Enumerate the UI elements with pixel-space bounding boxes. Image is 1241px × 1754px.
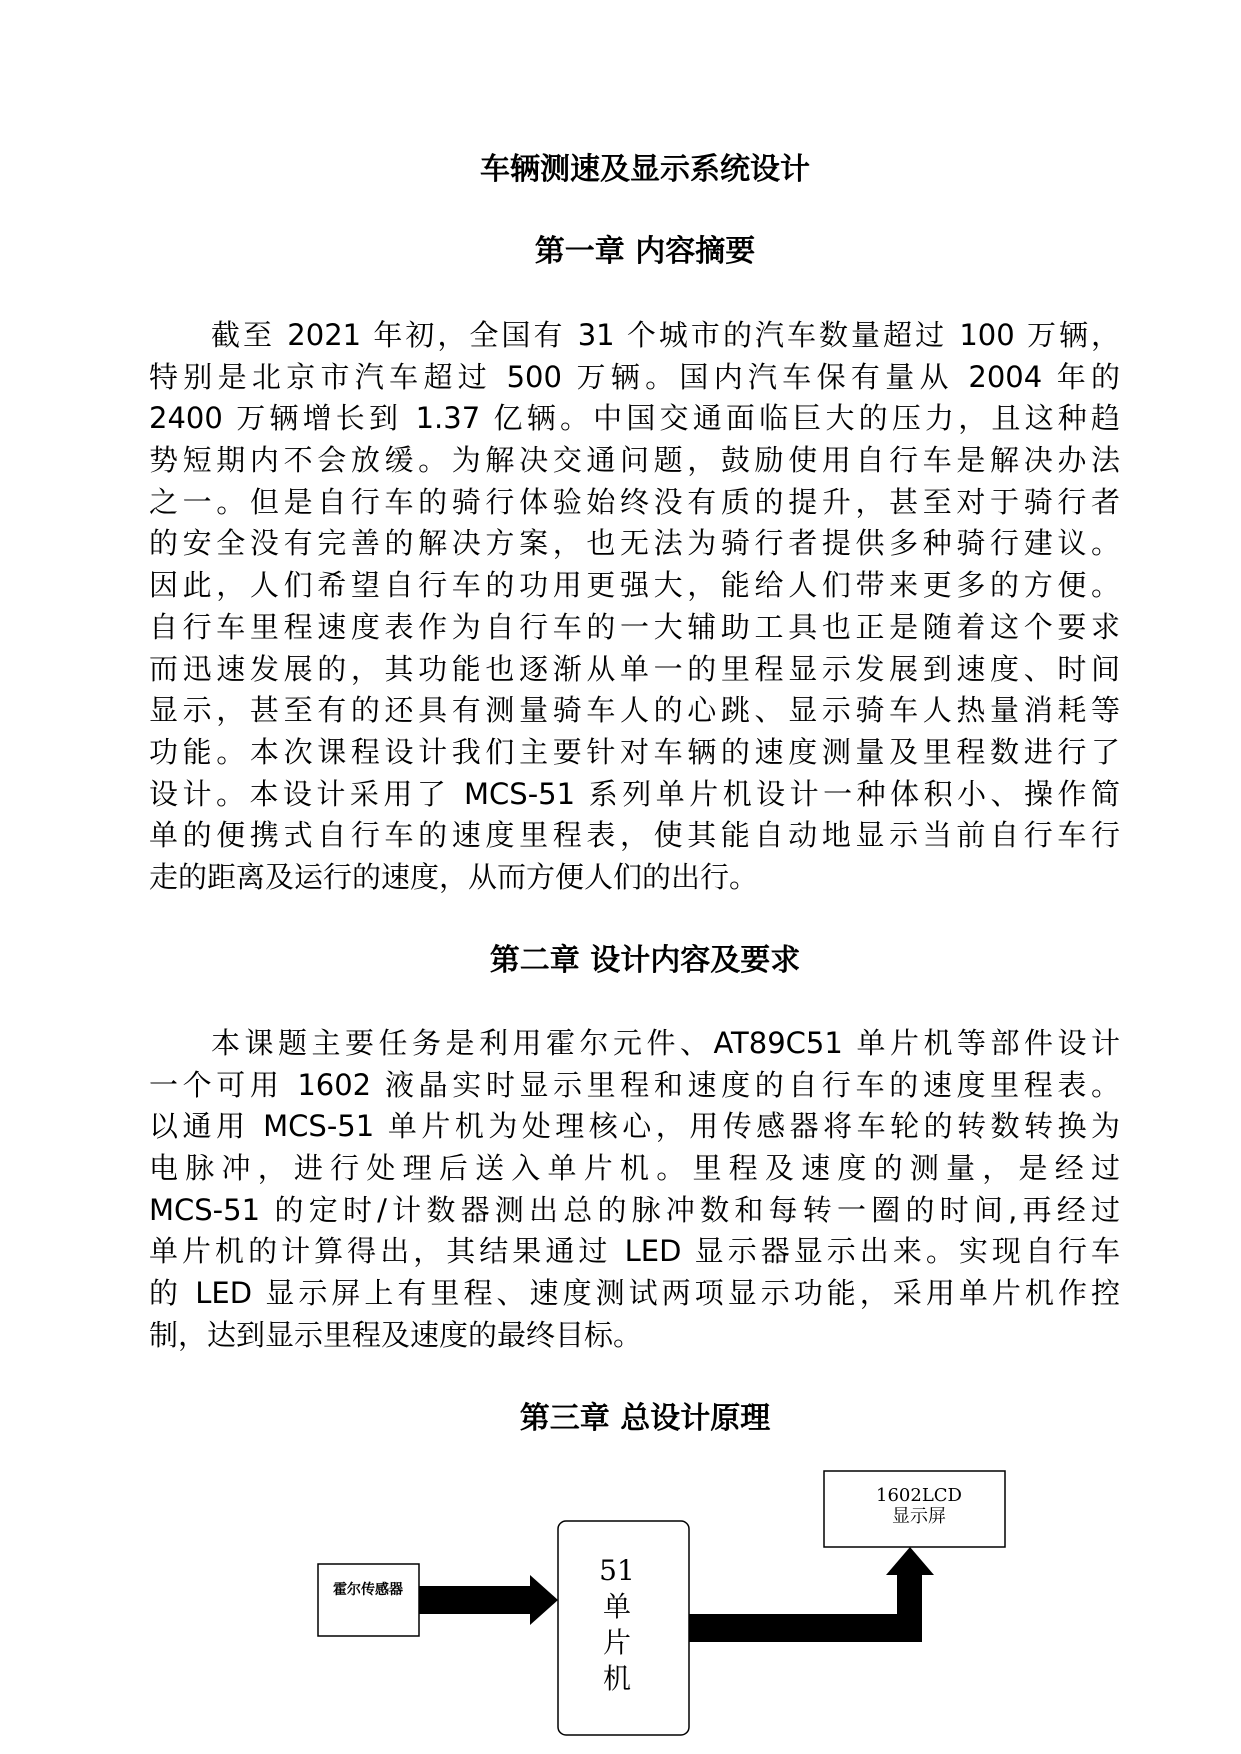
document-title: 车辆测速及显示系统设计 (480, 152, 810, 187)
paragraph-line: 特别是北京市汽车超过 500 万辆。国内汽车保有量从 2004 年的 (149, 359, 1120, 394)
arrow-sensor-to-mcu (419, 1575, 558, 1625)
lcd-label-2: 显示屏 (892, 1506, 946, 1527)
paragraph-line: 功能。本次课程设计我们主要针对车辆的速度测量及里程数进行了 (149, 734, 1120, 769)
paragraph-line: 自行车里程速度表作为自行车的一大辅助工具也正是随着这个要求 (149, 609, 1120, 644)
paragraph-line: 2400 万辆增长到 1.37 亿辆。中国交通面临巨大的压力，且这种趋 (149, 401, 1120, 436)
paragraph-line: 电脉冲，进行处理后送入单片机。里程及速度的测量，是经过 (149, 1151, 1120, 1186)
paragraph-line: 因此，人们希望自行车的功用更强大，能给人们带来更多的方便。 (149, 568, 1120, 603)
paragraph-line: MCS-51 的定时/计数器测出总的脉冲数和每转一圈的时间,再经过 (149, 1192, 1120, 1227)
chapter2-heading: 第二章 设计内容及要求 (489, 943, 801, 978)
chapter1-heading: 第一章 内容摘要 (534, 234, 756, 269)
mcu-label-4: 机 (602, 1662, 632, 1695)
paragraph-line: 的安全没有完善的解决方案，也无法为骑行者提供多种骑行建议。 (149, 526, 1120, 561)
paragraph-line: 截至 2021 年初，全国有 31 个城市的汽车数量超过 100 万辆， (211, 318, 1120, 352)
paragraph-line: 的 LED 显示屏上有里程、速度测试两项显示功能，采用单片机作控 (149, 1276, 1120, 1311)
mcu-label-2: 单 (602, 1590, 632, 1623)
arrow-mcu-to-lcd (689, 1547, 934, 1642)
mcu-label-1: 51 (599, 1554, 635, 1587)
mcu-label-3: 片 (602, 1626, 632, 1659)
paragraph-line: 本课题主要任务是利用霍尔元件、AT89C51 单片机等部件设计 (211, 1026, 1120, 1060)
paragraph-line: 之一。但是自行车的骑行体验始终没有质的提升，甚至对于骑行者 (149, 484, 1120, 519)
paragraph-line: 而迅速发展的，其功能也逐渐从单一的里程显示发展到速度、时间 (149, 651, 1120, 686)
sensor-label: 霍尔传感器 (333, 1582, 403, 1598)
paragraph-line: 显示，甚至有的还具有测量骑车人的心跳、显示骑车人热量消耗等 (149, 693, 1120, 728)
paragraph-line: 制，达到显示里程及速度的最终目标。 (149, 1317, 643, 1352)
chapter3-heading: 第三章 总设计原理 (519, 1401, 771, 1436)
paragraph-line: 势短期内不会放缓。为解决交通问题，鼓励使用自行车是解决办法 (149, 443, 1120, 478)
paragraph-line: 以通用 MCS-51 单片机为处理核心，用传感器将车轮的转数转换为 (149, 1109, 1120, 1144)
paragraph-line: 单片机的计算得出，其结果通过 LED 显示器显示出来。实现自行车 (149, 1234, 1120, 1269)
paragraph-line: 走的距离及运行的速度，从而方便人们的出行。 (149, 859, 759, 894)
sensor-box (318, 1564, 419, 1636)
paragraph-line: 一个可用 1602 液晶实时显示里程和速度的自行车的速度里程表。 (149, 1067, 1120, 1102)
paragraph-line: 设计。本设计采用了 MCS-51 系列单片机设计一种体积小、操作简 (149, 776, 1120, 811)
lcd-label-1: 1602LCD (876, 1485, 962, 1506)
paragraph-line: 单的便携式自行车的速度里程表，使其能自动地显示当前自行车行 (149, 818, 1120, 853)
